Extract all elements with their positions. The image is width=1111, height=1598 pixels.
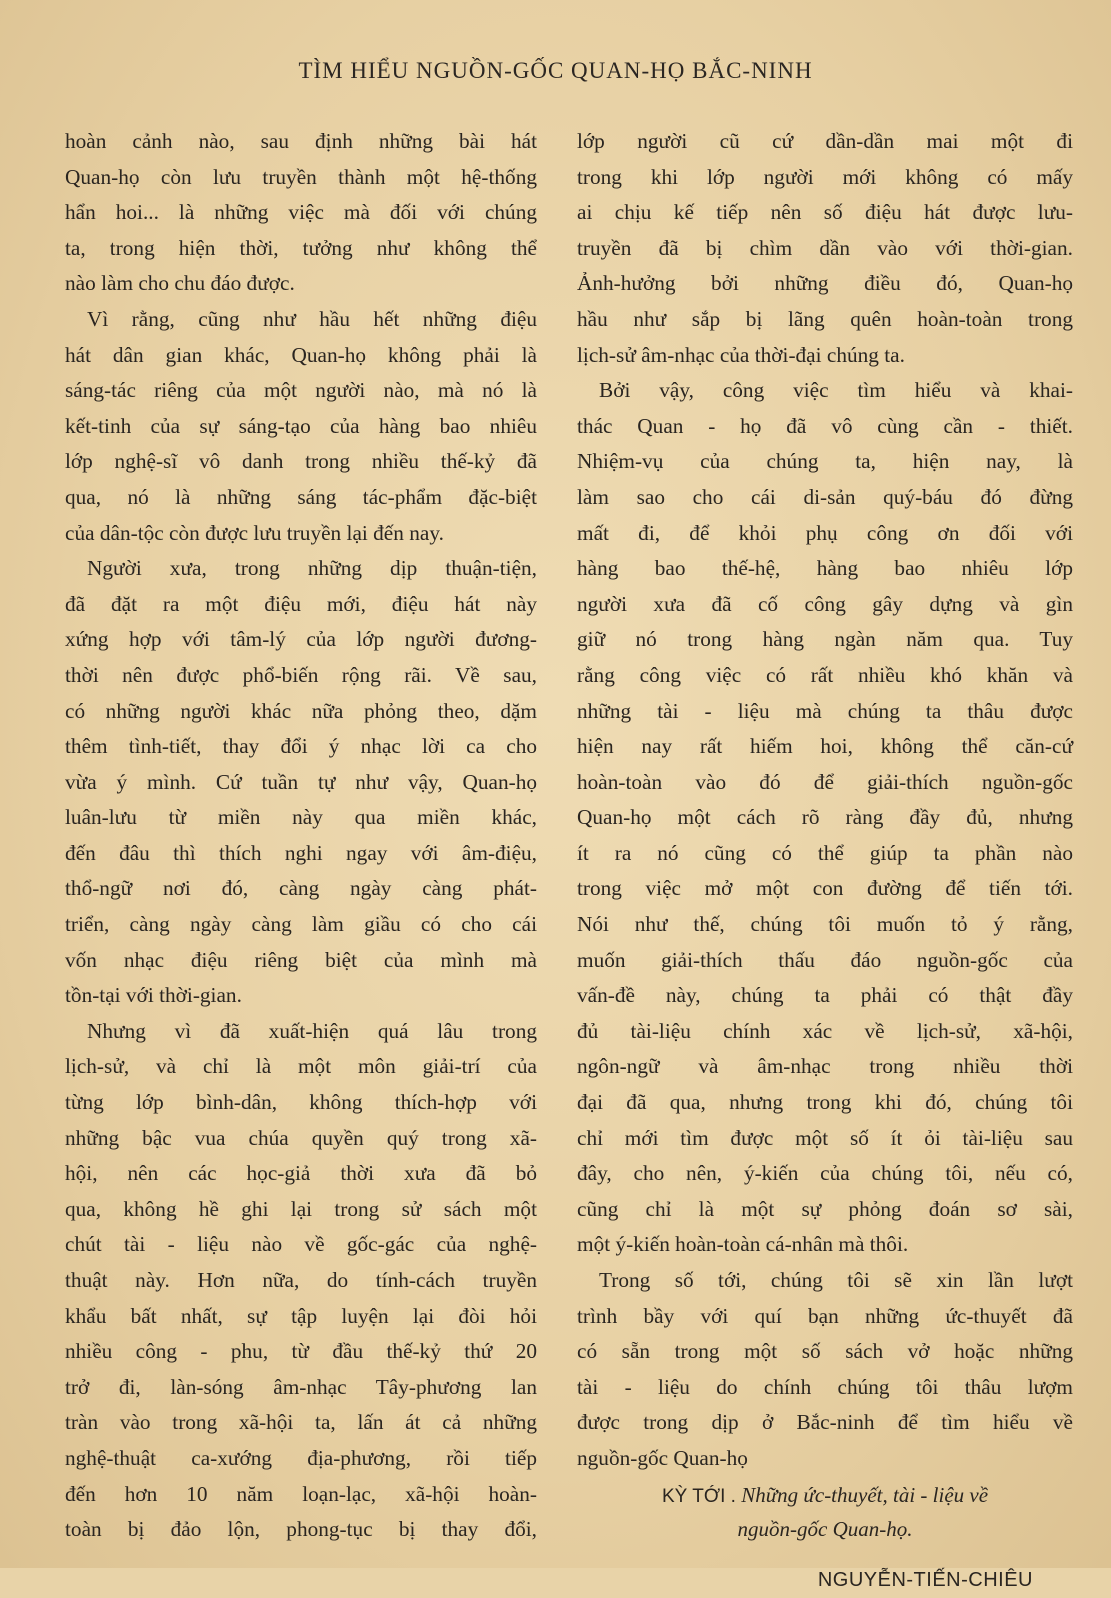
text-line-content: nghệ-thuật ca-xướng địa-phương, rồi tiếp	[65, 1445, 537, 1470]
text-line-content: truyền đã bị chìm dần vào với thời-gian.	[577, 235, 1073, 260]
text-line-content: trong khi lớp người mới không có mấy	[577, 164, 1073, 189]
text-line-content: qua, nó là những sáng tác-phẩm đặc-biệt	[65, 484, 537, 509]
text-line	[65, 729, 537, 765]
text-line	[577, 516, 1073, 552]
text-line	[65, 1370, 537, 1406]
text-line-content: thuật này. Hơn nữa, do tính-cách truyền	[65, 1268, 537, 1292]
text-line	[65, 1014, 537, 1050]
text-line-content: một ý-kiến hoàn-toàn cá-nhân mà thôi.	[577, 1232, 909, 1257]
text-line	[65, 1512, 537, 1548]
text-line-content: ngôn-ngữ và âm-nhạc trong nhiều thời	[577, 1054, 1073, 1079]
text-line	[65, 978, 537, 1014]
text-line	[65, 587, 537, 623]
text-line	[577, 1334, 1073, 1370]
text-line-content: ít ra nó cũng có thể giúp ta phần nào	[577, 840, 1073, 865]
text-line	[577, 1156, 1073, 1192]
text-line-content: hiện nay rất hiếm hoi, không thể căn-cứ	[577, 734, 1073, 759]
text-line-content: qua, không hề ghi lại trong sử sách một	[65, 1196, 537, 1221]
text-line-content: làm sao cho cái di-sản quý-báu đó đừng	[577, 484, 1073, 509]
text-line	[577, 1085, 1073, 1121]
text-line-content: nguồn-gốc Quan-họ	[577, 1445, 748, 1470]
text-line	[65, 1049, 537, 1085]
text-line	[65, 943, 537, 979]
text-line	[577, 622, 1073, 658]
text-line-content: những bậc vua chúa quyền quý trong xã-	[65, 1125, 537, 1150]
text-line	[577, 943, 1073, 979]
text-line	[65, 302, 537, 338]
text-line-content: đã đặt ra một điệu mới, điệu hát này	[65, 591, 537, 616]
text-line	[65, 266, 537, 302]
text-line-content: thêm tình-tiết, thay đổi ý nhạc lời ca cho	[65, 734, 537, 759]
text-line-content: rằng công việc có rất nhiều khó khăn và	[577, 662, 1073, 687]
text-line	[577, 765, 1073, 801]
author-signature: NGUYỄN-TIẾN-CHIÊU	[817, 1568, 1033, 1591]
text-line	[65, 551, 537, 587]
text-line	[577, 1441, 1073, 1477]
text-line	[65, 444, 537, 480]
text-line-content: Bởi vậy, công việc tìm hiểu và khai-	[599, 378, 1073, 403]
text-line	[65, 338, 537, 374]
text-line	[65, 195, 537, 231]
text-line-content: chút tài - liệu nào về gốc-gác của nghệ-	[65, 1232, 537, 1257]
text-line-content: vốn nhạc điệu riêng biệt của mình mà	[65, 947, 537, 972]
text-line-content: tràn vào trong xã-hội ta, lấn át cả những	[65, 1410, 537, 1435]
text-line	[577, 444, 1073, 480]
text-line-content: lớp nghệ-sĩ vô danh trong nhiều thế-kỷ đã	[65, 449, 537, 474]
text-line-content: thổ-ngữ nơi đó, càng ngày càng phát-	[65, 876, 537, 901]
text-line	[65, 516, 537, 552]
text-line	[577, 1121, 1073, 1157]
text-line	[65, 1227, 537, 1263]
text-line-content: được trong dịp ở Bắc-ninh để tìm hiểu về	[577, 1410, 1073, 1435]
text-line-content: ta, trong hiện thời, tưởng như không thể	[65, 235, 537, 260]
text-line	[577, 871, 1073, 907]
text-line-content: nhiều công - phu, từ đầu thế-kỷ thứ 20	[65, 1339, 537, 1364]
text-line-content: kết-tinh của sự sáng-tạo của hàng bao nhiêu	[65, 413, 537, 438]
text-line	[65, 871, 537, 907]
text-line-content: Vì rằng, cũng như hầu hết những điệu	[87, 306, 537, 331]
text-line	[65, 836, 537, 872]
text-line	[65, 1477, 537, 1513]
left-text-column	[65, 124, 537, 1548]
text-line-content: Ảnh-hưởng bởi những điều đó, Quan-họ	[577, 271, 1073, 296]
text-line-content: hẩn hoi... là những việc mà đối với chúng	[65, 200, 537, 225]
text-line	[65, 907, 537, 943]
text-line	[577, 373, 1073, 409]
text-line	[65, 1405, 537, 1441]
next-issue-notice	[577, 1479, 1073, 1545]
text-line-content: đủ tài-liệu chính xác về lịch-sử, xã-hội,	[577, 1018, 1073, 1043]
text-line	[577, 551, 1073, 587]
text-line-content: Nhiệm-vụ của chúng ta, hiện nay, là	[577, 449, 1073, 474]
text-line	[577, 587, 1073, 623]
text-line	[65, 1299, 537, 1335]
text-line-content: đến đâu thì thích nghi ngay với âm-điệu,	[65, 840, 537, 865]
text-line-content: hội, nên các học-giả thời xưa đã bỏ	[65, 1161, 537, 1186]
text-line-content: thác Quan - họ đã vô cùng cần - thiết.	[577, 413, 1073, 438]
text-line	[65, 124, 537, 160]
text-line-content: nào làm cho chu đáo được.	[65, 271, 295, 296]
text-line-content: hầu như sắp bị lãng quên hoàn-toàn trong	[577, 306, 1073, 331]
text-line	[65, 1156, 537, 1192]
text-line	[577, 338, 1073, 374]
text-line	[65, 160, 537, 196]
next-issue-title-line2: nguồn-gốc Quan-họ.	[737, 1516, 913, 1541]
text-line-content: trở đi, làn-sóng âm-nhạc Tây-phương lan	[65, 1374, 537, 1399]
text-line	[65, 622, 537, 658]
text-line-content: hoàn-toàn vào đó để giải-thích nguồn-gốc	[577, 769, 1073, 794]
text-line	[577, 1370, 1073, 1406]
text-line-content: mất đi, để khỏi phụ công ơn đối với	[577, 520, 1073, 545]
text-line	[577, 302, 1073, 338]
text-line	[65, 409, 537, 445]
text-line	[577, 1405, 1073, 1441]
text-line	[65, 694, 537, 730]
text-line-content: khẩu bất nhất, sự tập luyện lại đòi hỏi	[65, 1303, 537, 1328]
text-line-content: có những người khác nữa phỏng theo, dặm	[65, 698, 537, 723]
right-text-body	[577, 124, 1073, 1477]
text-line-content: tồn-tại với thời-gian.	[65, 983, 242, 1008]
right-text-column	[577, 124, 1073, 1598]
text-line-content: vừa ý mình. Cứ tuần tự như vậy, Quan-họ	[65, 769, 537, 794]
text-line-content: Nói như thế, chúng tôi muốn tỏ ý rằng,	[577, 912, 1073, 937]
text-line-content: giữ nó trong hàng ngàn năm qua. Tuy	[577, 627, 1073, 652]
text-line	[577, 1227, 1073, 1263]
text-line	[65, 231, 537, 267]
text-line	[577, 800, 1073, 836]
text-line	[65, 1441, 537, 1477]
next-issue-title-line1: Những ức-thuyết, tài - liệu về	[741, 1482, 989, 1507]
text-line-content: thời nên được phổ-biến rộng rãi. Về sau,	[65, 662, 537, 687]
text-line	[65, 1121, 537, 1157]
text-line-content: có sẵn trong một số sách vở hoặc những	[577, 1339, 1073, 1364]
text-line-content: triển, càng ngày càng làm giầu có cho cái	[65, 912, 537, 937]
text-line-content: xứng hợp với tâm-lý của lớp người đương-	[65, 627, 537, 652]
text-line-content: Người xưa, trong những dịp thuận-tiện,	[87, 556, 537, 581]
text-line	[577, 409, 1073, 445]
text-line	[577, 1049, 1073, 1085]
text-line-content: Quan-họ một cách rõ ràng đầy đủ, nhưng	[577, 805, 1073, 830]
text-line-content: vấn-đề này, chúng ta phải có thật đầy	[577, 983, 1073, 1008]
text-line-content: chỉ mới tìm được một số ít ỏi tài-liệu sau	[577, 1125, 1073, 1150]
text-line	[577, 266, 1073, 302]
text-line-content: lịch-sử, và chỉ là một môn giải-trí của	[65, 1054, 537, 1079]
text-line-content: những tài - liệu mà chúng ta thâu được	[577, 698, 1073, 723]
text-line-content: của dân-tộc còn được lưu truyền lại đến nay.	[65, 520, 444, 545]
text-line	[65, 800, 537, 836]
text-line-content: cũng chỉ là một sự phỏng đoán sơ sài,	[577, 1196, 1073, 1221]
text-line-content: trong việc mở một con đường để tiến tới.	[577, 876, 1073, 901]
text-line-content: trình bầy với quí bạn những ức-thuyết đã	[577, 1303, 1073, 1328]
text-line-content: Quan-họ còn lưu truyền thành một hệ-thống	[65, 164, 537, 189]
text-line-content: hàng bao thế-hệ, hàng bao nhiêu lớp	[577, 556, 1073, 581]
text-line-content: luân-lưu từ miền này qua miền khác,	[65, 805, 537, 830]
text-line	[577, 1263, 1073, 1299]
text-line-content: toàn bị đảo lộn, phong-tục bị thay đổi,	[65, 1517, 537, 1542]
text-line	[65, 373, 537, 409]
text-line-content: từng lớp bình-dân, không thích-hợp với	[65, 1090, 537, 1115]
text-line	[65, 1085, 537, 1121]
text-line	[577, 124, 1073, 160]
text-line-content: Nhưng vì đã xuất-hiện quá lâu trong	[87, 1018, 537, 1043]
text-line	[577, 907, 1073, 943]
text-line	[65, 480, 537, 516]
text-line-content: muốn giải-thích thấu đáo nguồn-gốc của	[577, 947, 1073, 972]
text-line	[577, 729, 1073, 765]
text-line	[577, 1299, 1073, 1335]
text-line	[65, 1334, 537, 1370]
text-line-content: ai chịu kế tiếp nên số điệu hát được lưu-	[577, 200, 1073, 225]
text-line	[577, 231, 1073, 267]
page-title: TÌM HIỂU NGUỒN-GỐC QUAN-HỌ BẮC-NINH	[298, 58, 813, 83]
text-line-content: đến hơn 10 năm loạn-lạc, xã-hội hoàn-	[65, 1481, 537, 1506]
text-line-content: lịch-sử âm-nhạc của thời-đại chúng ta.	[577, 342, 905, 367]
text-line	[65, 765, 537, 801]
text-line-content: sáng-tác riêng của một người nào, mà nó là	[65, 378, 537, 403]
text-line	[65, 1192, 537, 1228]
text-line	[577, 836, 1073, 872]
text-line-content: đây, cho nên, ý-kiến của chúng tôi, nếu có,	[577, 1161, 1073, 1186]
text-line	[577, 658, 1073, 694]
text-line	[65, 1263, 537, 1299]
text-line	[577, 694, 1073, 730]
text-line	[577, 480, 1073, 516]
text-line-content: hát dân gian khác, Quan-họ không phải là	[65, 342, 537, 367]
text-line-content: người xưa đã cố công gây dựng và gìn	[577, 591, 1073, 616]
text-line	[577, 1014, 1073, 1050]
text-line-content: hoàn cảnh nào, sau định những bài hát	[65, 129, 537, 153]
next-issue-label: KỲ TỚI .	[661, 1485, 736, 1507]
text-line	[577, 160, 1073, 196]
text-line-content: lớp người cũ cứ dần-dần mai một đi	[577, 129, 1073, 153]
text-line-content: Trong số tới, chúng tôi sẽ xin lần lượt	[599, 1268, 1073, 1292]
text-line	[577, 195, 1073, 231]
text-line	[65, 658, 537, 694]
text-line-content: đại đã qua, nhưng trong khi đó, chúng tôi	[577, 1090, 1073, 1115]
text-line	[577, 978, 1073, 1014]
text-line-content: tài - liệu do chính chúng tôi thâu lượm	[577, 1374, 1073, 1399]
text-line	[577, 1192, 1073, 1228]
